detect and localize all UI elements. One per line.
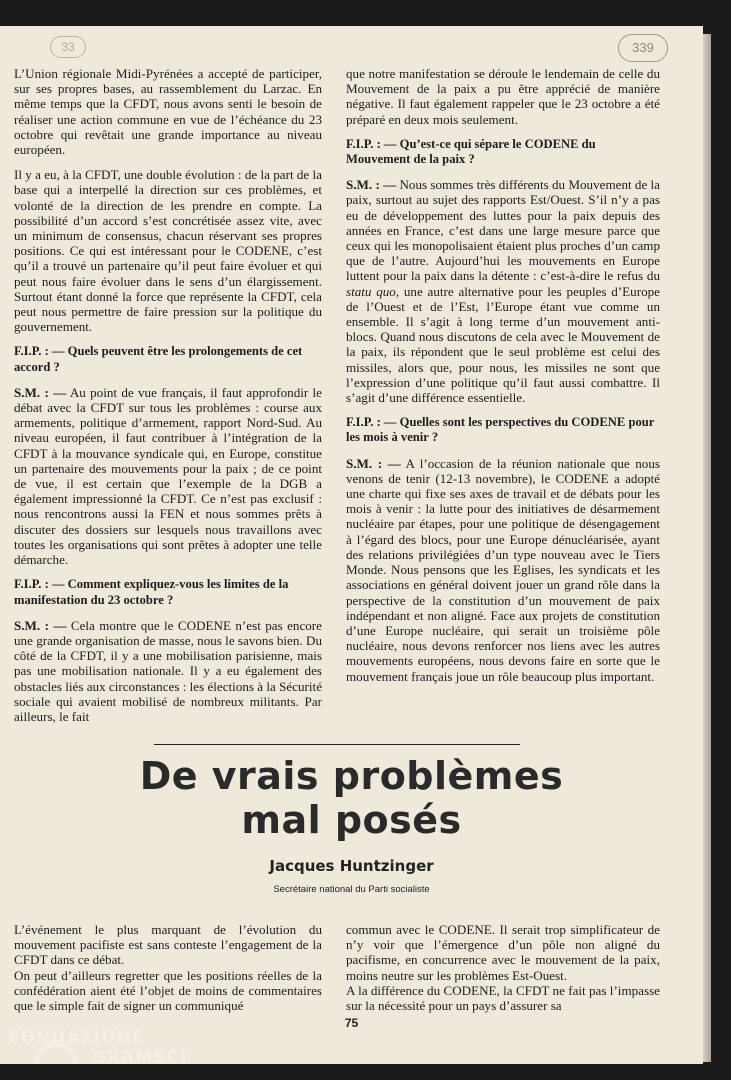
archive-stamp-left: 33	[50, 36, 86, 58]
page-number: 75	[344, 1016, 359, 1030]
section-divider	[154, 744, 520, 745]
interview-paragraph	[14, 385, 322, 567]
article-paragraph: On peut d’ailleurs regretter que les positions réelles de la confédération aient été l’objet de moins de commentaires que le simple fait de signer un communiqué	[14, 967, 322, 1014]
page-edge	[703, 34, 711, 1062]
watermark-line-2: GRAMSCI	[92, 1048, 188, 1064]
author-role: Secrétaire national du Parti socialiste	[273, 884, 430, 895]
speaker-label: S.M. : —	[14, 617, 67, 633]
article-paragraph: A la différence du CODENE, la CFDT ne fait pas l’impasse sur la nécessité pour un pays d’assurer sa	[346, 982, 660, 1014]
interview-paragraph	[346, 456, 660, 684]
archive-watermark	[8, 1024, 208, 1064]
paragraph-text: L’Union régionale Midi-Pyrénées a accepté de participer, sur ses propres bases, au rassemblement du Larzac. En même temps que la CFDT, nous avons senti le besoin de réaliser une action commune en vue de l’échéance du 23 octobre qui revêtait une grande importance au niveau européen.	[14, 66, 322, 158]
interview-paragraph	[14, 66, 322, 157]
interview-question: F.I.P. : — Comment expliquez-vous les limites de la manifestation du 23 octobre ?	[14, 577, 289, 607]
interview-paragraph	[346, 66, 660, 127]
article-title-line-1: De vrais problèmes	[139, 754, 564, 798]
article-paragraph: commun avec le CODENE. Il serait trop simplificateur de n’y voir que l’émergence d’un pôle non aligné du pacifisme, en concurrence avec le mouvement de la paix, moins neutre sur les problèmes Est-Ouest.	[346, 922, 660, 983]
interview-paragraph	[346, 177, 660, 405]
paragraph-text: Nous sommes très différents du Mouvement de la paix, surtout au sujet des rapports Est/Ouest. S’il n’y a pas eu de développement des luttes pour la paix depuis des années en France, c’est dans une large mesure parce que ceux qui les monopolisaient étaient plus proches d’un camp que de l’autre. Aujourd’hui les mouvements en Europe luttent pour la paix dans la détente : c’est-à-dire le refus du statu quo, une autre alternative pour les peuples d’Europe de l’Ouest et de l’Est, l’Europe étant vue comme un ensemble. Il s’agit à long terme d’un mouvement anti-blocs. Quand nous discutons de cela avec le Mouvement de la paix, ils répondent que le seul problème est celui des missiles, alors que, pour nous, les missiles ne sont que l’expression d’une politique qu’il faut aussi combattre. Il s’agit d’une différence essentielle.	[346, 177, 660, 406]
watermark-line-1: FONDAZIONE	[8, 1028, 145, 1048]
paragraph-text: Cela montre que le CODENE n’est pas encore une grande organisation de masse, nous le savons bien. Du côté de la CFDT, il y a une mobilisation parisienne, mais pas une mobilisation nationale. Il y a eu également des obstacles liés aux circonstances : les élections à la Sécurité sociale qui avaient mobilisé de nombreux militants. Par ailleurs, le fait	[14, 617, 322, 724]
paragraph-text: Il y a eu, à la CFDT, une double évolution : de la part de la base qui a interpellé la direction sur ces problèmes, et volonté de la direction de les prendre en compte. La possibilité d’un accord s’est concrétisée assez vite, avec un minimum de consensus, chacun réservant ses propres positions. Ce qui est intéressant pour le CODENE, c’est qu’il a trouvé un partenaire qu’il peut faire évoluer et qui peut nous faire évoluer dans le sens d’un élargissement. Surtout étant donné la force que représente la CFDT, cela peut nous permettre de faire pression sur la politique du gouvernement.	[14, 167, 322, 335]
article-paragraph: L’événement le plus marquant de l’évolution du mouvement pacifiste est sans conteste l’engagement de la CFDT dans ce débat.	[14, 922, 322, 968]
article-title-line-2: mal posés	[241, 798, 462, 842]
magazine-page	[0, 26, 703, 1064]
paragraph-text: A l’occasion de la réunion nationale que nous venons de tenir (12-13 novembre), le CODENE a adopté une charte qui fixe ses axes de travail et de débats pour les mois à venir : la lutte pour des initiatives de désarmement nucléaire par étapes, pour une politique de désengagement à l’égard des blocs, pour une Europe dénucléarisée, ayant des relations privilégiées d’un type nouveau avec le Tiers Monde. Nous pensons que les Eglises, les syndicats et les associations en général doivent jouer un grand rôle dans la perspective de la constitution d’un mouvement de paix indépendant et non aligné. Face aux projets de constitution d’une Europe nucléaire, qui serait un troisième pôle nucléaire, nous devons renforcer nos liens avec les autres mouvements européens, nous devons faire en sorte que le mouvement français joue un rôle beaucoup plus important.	[346, 455, 660, 684]
paragraph-text: que notre manifestation se déroule le lendemain de celle du Mouvement de la paix a pu être apprécié de manière négative. Il faut également rappeler que le 23 octobre a été préparé en deux mois seulement.	[346, 66, 660, 127]
paragraph-text: Au point de vue français, il faut approfondir le débat avec la CFDT sur tous les problèmes : course aux armements, politique d’armement, rapport Nord-Sud. Au niveau européen, il faut contribuer à l’intégration de la CFDT à la mouvance syndicale qui, en Europe, constitue un partenaire des mouvements pour la paix ; de ce point de vue, il est certain que l’exemple de la DGB a également impressionné la CFDT. Ce n’est pas exclusif : nous rencontrons aussi la FEN et nous sommes prêts à discuter des dossiers sur lesquels nous travaillons avec toutes les organisations qui sont prêtes à adopter une telle démarche.	[14, 384, 322, 568]
article-column-right	[346, 922, 660, 1013]
speaker-label: S.M. : —	[346, 177, 397, 193]
interview-column-left	[14, 66, 322, 734]
article-author: Jacques Huntzinger	[269, 857, 434, 875]
interview-question: F.I.P. : — Quelles sont les perspectives du CODENE pour les mois à venir ?	[346, 415, 655, 445]
interview-paragraph	[14, 618, 322, 724]
speaker-label: S.M. : —	[14, 384, 67, 400]
interview-paragraph	[14, 167, 322, 334]
interview-question: F.I.P. : — Quels peuvent être les prolongements de cet accord ?	[14, 344, 303, 374]
article-column-left	[14, 922, 322, 1013]
interview-question: F.I.P. : — Qu’est-ce qui sépare le CODENE du Mouvement de la paix ?	[346, 136, 596, 167]
interview-column-right	[346, 66, 660, 694]
speaker-label: S.M. : —	[346, 455, 401, 471]
archive-stamp-right: 339	[618, 34, 668, 62]
article-title	[0, 754, 703, 842]
